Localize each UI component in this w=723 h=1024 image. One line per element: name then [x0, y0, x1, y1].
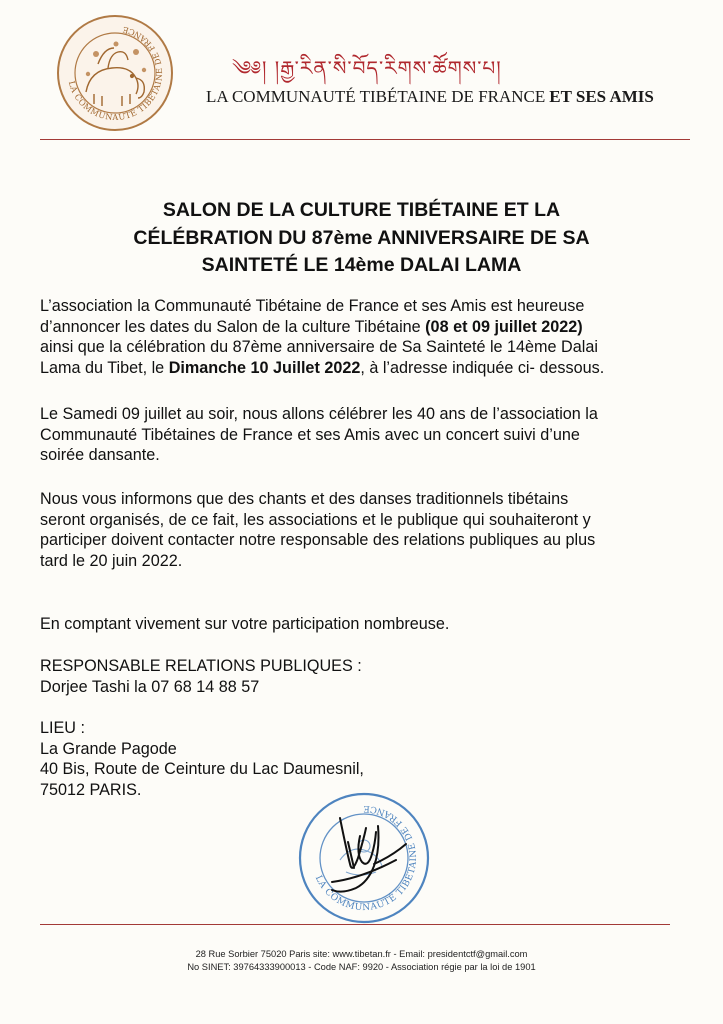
venue-street: 40 Bis, Route de Ceinture du Lac Daumesnil,	[40, 760, 364, 779]
svg-text:LA COMMUNAUTÉ TIBÉTAINE DE FRA: LA COMMUNAUTÉ TIBÉTAINE DE FRANCE	[312, 802, 420, 914]
official-stamp	[296, 790, 432, 926]
paragraph-text: Lama du Tibet, le	[40, 358, 169, 377]
organization-name	[206, 87, 654, 107]
paragraph-line: Le Samedi 09 juillet au soir, nous allons célébrer les 40 ans de l’association la	[40, 405, 598, 423]
paragraph-line: Nous vous informons que des chants et des danses traditionnels tibétains	[40, 490, 569, 508]
organization-name-main: LA COMMUNAUTÉ TIBÉTAINE DE FRANCE	[206, 87, 546, 106]
contact-block	[40, 656, 362, 697]
footer	[0, 948, 723, 973]
paragraph-line: soirée dansante.	[40, 446, 160, 465]
title-line: SAINTETÉ LE 14ème DALAI LAMA	[201, 254, 522, 276]
footer-registration: No SINET: 39764333900013 - Code NAF: 9920 - Association régie par la loi de 1901	[187, 961, 536, 972]
paragraph-line: Communauté Tibétaines de France et ses Amis avec un concert suivi d’une	[40, 425, 580, 444]
paragraph-line	[40, 317, 604, 338]
participation-paragraph	[40, 489, 595, 571]
organization-name-suffix: ET SES AMIS	[549, 87, 654, 106]
association-logo	[56, 14, 174, 132]
venue-city: 75012 PARIS.	[40, 780, 142, 799]
paragraph-line: L’association la Communauté Tibétaine de France et ses Amis est heureuse	[40, 297, 585, 315]
announcement-paragraph	[40, 296, 604, 378]
footer-address: 28 Rue Sorbier 75020 Paris site: www.tibetan.fr - Email: presidentctf@gmail.com	[195, 949, 528, 959]
document-title	[60, 197, 663, 280]
title-line: SALON DE LA CULTURE TIBÉTAINE ET LA	[162, 199, 561, 221]
venue-block	[40, 718, 364, 800]
contact-heading: RESPONSABLE RELATIONS PUBLIQUES :	[40, 657, 362, 675]
paragraph-line: ainsi que la célébration du 87ème anniversaire de Sa Sainteté le 14ème Dalai	[40, 338, 598, 357]
paragraph-text: , à l’adresse indiquée ci- dessous.	[360, 358, 605, 377]
contact-person: Dorjee Tashi la 07 68 14 88 57	[40, 677, 260, 696]
title-line: CÉLÉBRATION DU 87ème ANNIVERSAIRE DE SA	[133, 226, 590, 249]
svg-text:LA COMMUNAUTÉ TIBÉTAINE DE FRA: LA COMMUNAUTÉ TIBÉTAINE DE FRANCE	[66, 24, 165, 123]
header-divider	[40, 139, 690, 140]
venue-heading: LIEU :	[40, 719, 85, 737]
paragraph-line: seront organisés, de ce fait, les associations et le publique qui souhaiteront y	[40, 510, 591, 529]
tibetan-organization-name: ༄༅། །རྒྱ་རིན་སི་བོད་རིགས་ཚོགས་པ།	[232, 56, 502, 80]
paragraph-text: d’annoncer les dates du Salon de la culture Tibétaine	[40, 317, 426, 336]
celebration-date: Dimanche 10 Juillet 2022	[168, 358, 361, 377]
signature-icon	[332, 818, 406, 892]
paragraph-line: tard le 20 juin 2022.	[40, 551, 183, 570]
paragraph-line	[40, 358, 604, 379]
footer-divider	[40, 924, 670, 925]
closing-line: En comptant vivement sur votre participation nombreuse.	[40, 615, 450, 633]
salon-dates: (08 et 09 juillet 2022)	[425, 317, 583, 336]
venue-name: La Grande Pagode	[40, 739, 177, 758]
anniversary-paragraph	[40, 404, 598, 466]
paragraph-line: participer doivent contacter notre responsable des relations publiques au plus	[40, 531, 596, 550]
